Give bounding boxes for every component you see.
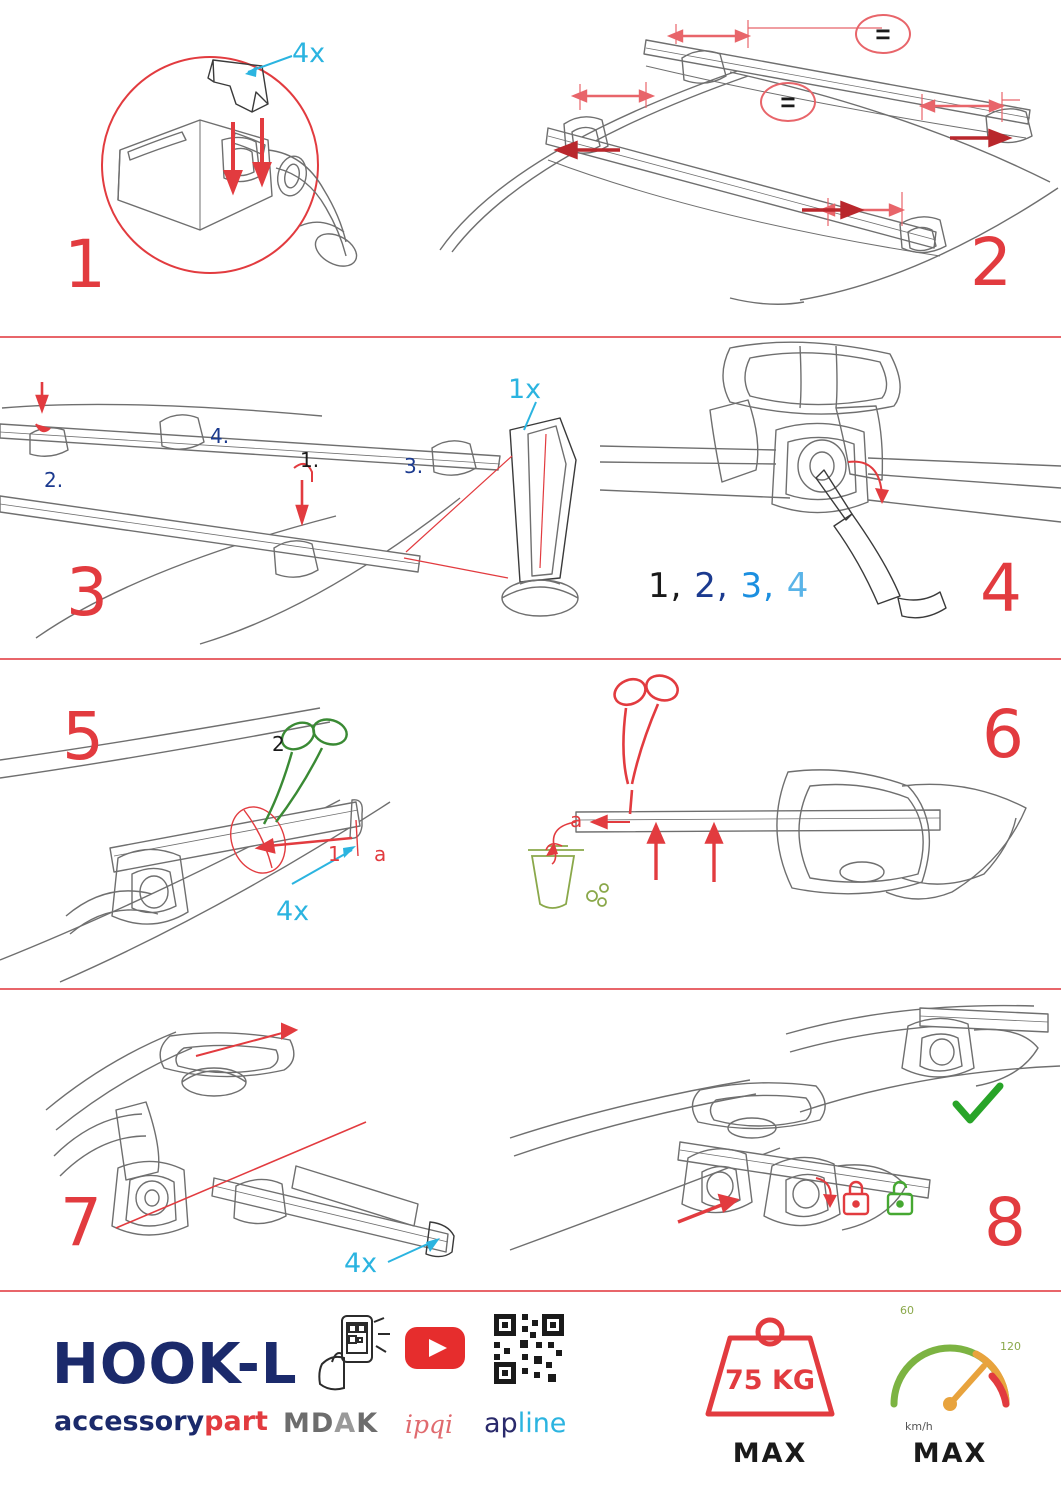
partner-logo-ipqi: ipqi [405, 1410, 453, 1439]
step-8-number: 8 [984, 1184, 1027, 1261]
sequence-item-2: 2, [694, 566, 729, 606]
sequence-item-4: 4 [786, 566, 810, 606]
step-5-cut-mark-a: a [374, 842, 387, 866]
weight-limit-value: 75 KG [724, 1365, 816, 1396]
youtube-icon[interactable] [404, 1326, 466, 1370]
sequence-item-3: 3, [740, 566, 775, 606]
step-4-tighten-sequence [648, 566, 809, 606]
step-3-quantity-label: 1x [508, 374, 542, 405]
step-1-number: 1 [64, 226, 107, 303]
step-panel-3 [0, 338, 600, 658]
weight-limit-caption: MAX [732, 1438, 808, 1469]
step-6-cut-mark-a: a [570, 808, 583, 832]
gauge-tick-60: 60 [900, 1304, 914, 1317]
partner-logo-mdak: MDAK [283, 1408, 379, 1439]
step-1-quantity-label: 4x [292, 38, 326, 69]
qr-scan-phone-icon[interactable] [318, 1312, 394, 1394]
step-6-number: 6 [982, 696, 1025, 773]
step-6-illustration [470, 660, 1061, 988]
step-7-number: 7 [60, 1184, 103, 1261]
speed-limit-caption: MAX [912, 1438, 988, 1469]
step-panel-6 [470, 660, 1061, 988]
footer [0, 1290, 1061, 1500]
step-panel-4 [600, 338, 1061, 658]
step-panel-7 [0, 990, 500, 1290]
qr-code-icon[interactable] [492, 1312, 566, 1386]
speed-limit-gauge-icon [880, 1308, 1020, 1428]
step-5-order-2: 2 [272, 732, 285, 756]
brand-logo [54, 1406, 268, 1437]
equal-marker-bottom: = [760, 82, 816, 122]
brand-second: part [204, 1406, 268, 1437]
step-3-order-2: 2. [44, 468, 64, 492]
step-panel-5 [0, 660, 470, 988]
product-name: HOOK-L [52, 1332, 298, 1397]
step-7-quantity-label: 4x [344, 1248, 378, 1279]
step-2-illustration [430, 0, 1061, 336]
gauge-unit-label: km/h [905, 1420, 933, 1433]
step-panel-8 [500, 990, 1061, 1290]
gauge-tick-120: 120 [1000, 1340, 1021, 1353]
step-8-illustration [500, 990, 1061, 1290]
step-3-number: 3 [66, 554, 109, 631]
step-4-number: 4 [980, 550, 1023, 627]
step-3-order-3: 3. [404, 454, 424, 478]
step-3-order-4: 4. [210, 424, 230, 448]
step-panel-1 [0, 0, 430, 336]
equal-marker-top: = [855, 14, 911, 54]
step-5-quantity-label: 4x [276, 896, 310, 927]
brand-first: accessory [54, 1406, 205, 1437]
step-2-number: 2 [970, 224, 1013, 301]
step-5-order-1: 1 [328, 842, 341, 866]
step-5-number: 5 [62, 698, 105, 775]
step-3-order-1: 1. [300, 448, 320, 472]
partner-logo-apline: apline [484, 1408, 567, 1439]
step-panel-2 [430, 0, 1061, 336]
sequence-item-1: 1, [648, 566, 683, 606]
